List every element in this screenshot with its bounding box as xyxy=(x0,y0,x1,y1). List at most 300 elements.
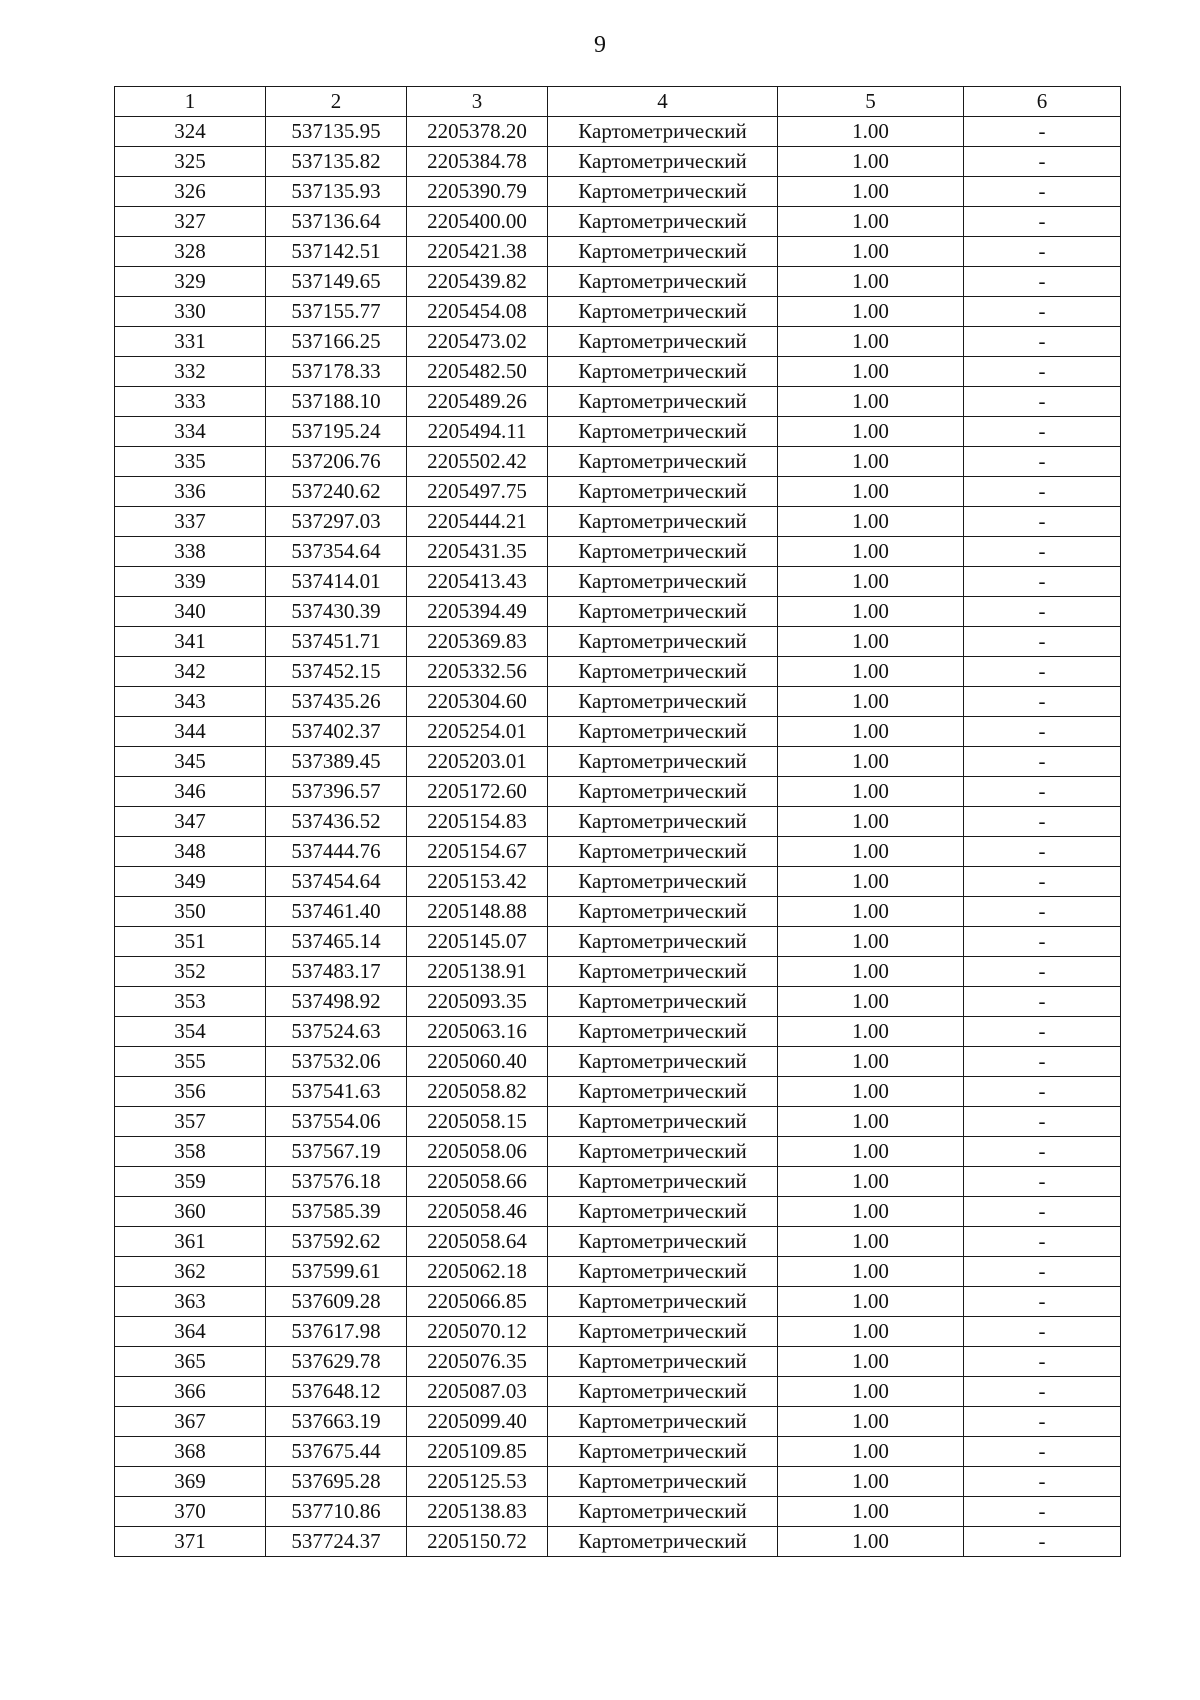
description-cell: - xyxy=(964,147,1121,177)
point-number-cell: 364 xyxy=(115,1317,266,1347)
x-coordinate-cell: 537592.62 xyxy=(266,1227,407,1257)
accuracy-cell: 1.00 xyxy=(778,267,964,297)
table-row xyxy=(115,1407,1121,1437)
table-row xyxy=(115,237,1121,267)
table-row xyxy=(115,1527,1121,1557)
description-cell: - xyxy=(964,1497,1121,1527)
y-coordinate-cell: 2205482.50 xyxy=(407,357,548,387)
accuracy-cell: 1.00 xyxy=(778,207,964,237)
description-cell: - xyxy=(964,1317,1121,1347)
accuracy-cell: 1.00 xyxy=(778,1437,964,1467)
table-row xyxy=(115,447,1121,477)
method-cell: Картометрический xyxy=(548,1137,778,1167)
accuracy-cell: 1.00 xyxy=(778,687,964,717)
description-cell: - xyxy=(964,1287,1121,1317)
page-number: 9 xyxy=(594,32,606,58)
point-number-cell: 360 xyxy=(115,1197,266,1227)
x-coordinate-cell: 537724.37 xyxy=(266,1527,407,1557)
table-row xyxy=(115,1377,1121,1407)
accuracy-cell: 1.00 xyxy=(778,1047,964,1077)
x-coordinate-cell: 537240.62 xyxy=(266,477,407,507)
point-number-cell: 355 xyxy=(115,1047,266,1077)
accuracy-cell: 1.00 xyxy=(778,1287,964,1317)
y-coordinate-cell: 2205076.35 xyxy=(407,1347,548,1377)
point-number-cell: 336 xyxy=(115,477,266,507)
method-cell: Картометрический xyxy=(548,537,778,567)
x-coordinate-cell: 537576.18 xyxy=(266,1167,407,1197)
method-cell: Картометрический xyxy=(548,927,778,957)
description-cell: - xyxy=(964,1407,1121,1437)
x-coordinate-cell: 537136.64 xyxy=(266,207,407,237)
description-cell: - xyxy=(964,1377,1121,1407)
description-cell: - xyxy=(964,1017,1121,1047)
x-coordinate-cell: 537396.57 xyxy=(266,777,407,807)
method-cell: Картометрический xyxy=(548,657,778,687)
method-cell: Картометрический xyxy=(548,1257,778,1287)
x-coordinate-cell: 537567.19 xyxy=(266,1137,407,1167)
accuracy-cell: 1.00 xyxy=(778,237,964,267)
method-cell: Картометрический xyxy=(548,387,778,417)
accuracy-cell: 1.00 xyxy=(778,1257,964,1287)
accuracy-cell: 1.00 xyxy=(778,837,964,867)
description-cell: - xyxy=(964,1467,1121,1497)
point-number-cell: 354 xyxy=(115,1017,266,1047)
description-cell: - xyxy=(964,507,1121,537)
table-row xyxy=(115,177,1121,207)
point-number-cell: 363 xyxy=(115,1287,266,1317)
table-row xyxy=(115,597,1121,627)
description-cell: - xyxy=(964,1047,1121,1077)
accuracy-cell: 1.00 xyxy=(778,597,964,627)
accuracy-cell: 1.00 xyxy=(778,897,964,927)
method-cell: Картометрический xyxy=(548,807,778,837)
accuracy-cell: 1.00 xyxy=(778,927,964,957)
accuracy-cell: 1.00 xyxy=(778,807,964,837)
method-cell: Картометрический xyxy=(548,1167,778,1197)
accuracy-cell: 1.00 xyxy=(778,1527,964,1557)
y-coordinate-cell: 2205431.35 xyxy=(407,537,548,567)
table-row xyxy=(115,1167,1121,1197)
method-cell: Картометрический xyxy=(548,507,778,537)
accuracy-cell: 1.00 xyxy=(778,957,964,987)
y-coordinate-cell: 2205444.21 xyxy=(407,507,548,537)
table-row xyxy=(115,507,1121,537)
description-cell: - xyxy=(964,1167,1121,1197)
x-coordinate-cell: 537135.95 xyxy=(266,117,407,147)
accuracy-cell: 1.00 xyxy=(778,747,964,777)
x-coordinate-cell: 537617.98 xyxy=(266,1317,407,1347)
method-cell: Картометрический xyxy=(548,1497,778,1527)
point-number-cell: 335 xyxy=(115,447,266,477)
x-coordinate-cell: 537188.10 xyxy=(266,387,407,417)
y-coordinate-cell: 2205093.35 xyxy=(407,987,548,1017)
x-coordinate-cell: 537609.28 xyxy=(266,1287,407,1317)
table-row xyxy=(115,1107,1121,1137)
table-row xyxy=(115,957,1121,987)
x-coordinate-cell: 537402.37 xyxy=(266,717,407,747)
table-row xyxy=(115,1467,1121,1497)
accuracy-cell: 1.00 xyxy=(778,987,964,1017)
method-cell: Картометрический xyxy=(548,267,778,297)
y-coordinate-cell: 2205369.83 xyxy=(407,627,548,657)
x-coordinate-cell: 537524.63 xyxy=(266,1017,407,1047)
accuracy-cell: 1.00 xyxy=(778,1167,964,1197)
y-coordinate-cell: 2205473.02 xyxy=(407,327,548,357)
table-row xyxy=(115,897,1121,927)
y-coordinate-cell: 2205058.64 xyxy=(407,1227,548,1257)
description-cell: - xyxy=(964,357,1121,387)
method-cell: Картометрический xyxy=(548,207,778,237)
accuracy-cell: 1.00 xyxy=(778,417,964,447)
x-coordinate-cell: 537629.78 xyxy=(266,1347,407,1377)
accuracy-cell: 1.00 xyxy=(778,1467,964,1497)
description-cell: - xyxy=(964,567,1121,597)
method-cell: Картометрический xyxy=(548,1437,778,1467)
description-cell: - xyxy=(964,267,1121,297)
y-coordinate-cell: 2205109.85 xyxy=(407,1437,548,1467)
point-number-cell: 351 xyxy=(115,927,266,957)
description-cell: - xyxy=(964,117,1121,147)
x-coordinate-cell: 537149.65 xyxy=(266,267,407,297)
header-cell-2: 2 xyxy=(266,87,407,117)
accuracy-cell: 1.00 xyxy=(778,477,964,507)
point-number-cell: 345 xyxy=(115,747,266,777)
accuracy-cell: 1.00 xyxy=(778,1347,964,1377)
description-cell: - xyxy=(964,1197,1121,1227)
method-cell: Картометрический xyxy=(548,957,778,987)
point-number-cell: 342 xyxy=(115,657,266,687)
x-coordinate-cell: 537648.12 xyxy=(266,1377,407,1407)
table-row xyxy=(115,537,1121,567)
table-row xyxy=(115,1257,1121,1287)
description-cell: - xyxy=(964,657,1121,687)
method-cell: Картометрический xyxy=(548,597,778,627)
point-number-cell: 356 xyxy=(115,1077,266,1107)
description-cell: - xyxy=(964,927,1121,957)
accuracy-cell: 1.00 xyxy=(778,1497,964,1527)
x-coordinate-cell: 537206.76 xyxy=(266,447,407,477)
table-row xyxy=(115,297,1121,327)
table-row xyxy=(115,777,1121,807)
description-cell: - xyxy=(964,837,1121,867)
x-coordinate-cell: 537452.15 xyxy=(266,657,407,687)
point-number-cell: 324 xyxy=(115,117,266,147)
y-coordinate-cell: 2205125.53 xyxy=(407,1467,548,1497)
x-coordinate-cell: 537354.64 xyxy=(266,537,407,567)
table-row xyxy=(115,117,1121,147)
table-row xyxy=(115,1227,1121,1257)
method-cell: Картометрический xyxy=(548,987,778,1017)
table-header xyxy=(115,87,1121,117)
y-coordinate-cell: 2205413.43 xyxy=(407,567,548,597)
point-number-cell: 366 xyxy=(115,1377,266,1407)
point-number-cell: 350 xyxy=(115,897,266,927)
x-coordinate-cell: 537454.64 xyxy=(266,867,407,897)
method-cell: Картометрический xyxy=(548,1377,778,1407)
method-cell: Картометрический xyxy=(548,1407,778,1437)
x-coordinate-cell: 537554.06 xyxy=(266,1107,407,1137)
y-coordinate-cell: 2205150.72 xyxy=(407,1527,548,1557)
description-cell: - xyxy=(964,1257,1121,1287)
y-coordinate-cell: 2205145.07 xyxy=(407,927,548,957)
x-coordinate-cell: 537436.52 xyxy=(266,807,407,837)
y-coordinate-cell: 2205439.82 xyxy=(407,267,548,297)
accuracy-cell: 1.00 xyxy=(778,1407,964,1437)
table-row xyxy=(115,1347,1121,1377)
point-number-cell: 326 xyxy=(115,177,266,207)
point-number-cell: 340 xyxy=(115,597,266,627)
point-number-cell: 332 xyxy=(115,357,266,387)
method-cell: Картометрический xyxy=(548,417,778,447)
description-cell: - xyxy=(964,207,1121,237)
point-number-cell: 370 xyxy=(115,1497,266,1527)
table-row xyxy=(115,1437,1121,1467)
y-coordinate-cell: 2205489.26 xyxy=(407,387,548,417)
header-cell-5: 5 xyxy=(778,87,964,117)
accuracy-cell: 1.00 xyxy=(778,1017,964,1047)
description-cell: - xyxy=(964,1137,1121,1167)
coordinates-table xyxy=(114,86,1121,1557)
description-cell: - xyxy=(964,777,1121,807)
table-row xyxy=(115,147,1121,177)
accuracy-cell: 1.00 xyxy=(778,657,964,687)
y-coordinate-cell: 2205400.00 xyxy=(407,207,548,237)
y-coordinate-cell: 2205058.82 xyxy=(407,1077,548,1107)
table-row xyxy=(115,1017,1121,1047)
point-number-cell: 348 xyxy=(115,837,266,867)
method-cell: Картометрический xyxy=(548,477,778,507)
x-coordinate-cell: 537483.17 xyxy=(266,957,407,987)
accuracy-cell: 1.00 xyxy=(778,567,964,597)
x-coordinate-cell: 537541.63 xyxy=(266,1077,407,1107)
y-coordinate-cell: 2205058.15 xyxy=(407,1107,548,1137)
description-cell: - xyxy=(964,1077,1121,1107)
description-cell: - xyxy=(964,1347,1121,1377)
method-cell: Картометрический xyxy=(548,447,778,477)
description-cell: - xyxy=(964,987,1121,1017)
point-number-cell: 365 xyxy=(115,1347,266,1377)
point-number-cell: 359 xyxy=(115,1167,266,1197)
table-row xyxy=(115,987,1121,1017)
y-coordinate-cell: 2205154.67 xyxy=(407,837,548,867)
x-coordinate-cell: 537430.39 xyxy=(266,597,407,627)
table-row xyxy=(115,207,1121,237)
method-cell: Картометрический xyxy=(548,117,778,147)
point-number-cell: 367 xyxy=(115,1407,266,1437)
method-cell: Картометрический xyxy=(548,567,778,597)
description-cell: - xyxy=(964,537,1121,567)
method-cell: Картометрический xyxy=(548,1017,778,1047)
y-coordinate-cell: 2205454.08 xyxy=(407,297,548,327)
x-coordinate-cell: 537297.03 xyxy=(266,507,407,537)
accuracy-cell: 1.00 xyxy=(778,147,964,177)
method-cell: Картометрический xyxy=(548,1107,778,1137)
x-coordinate-cell: 537166.25 xyxy=(266,327,407,357)
accuracy-cell: 1.00 xyxy=(778,777,964,807)
method-cell: Картометрический xyxy=(548,297,778,327)
x-coordinate-cell: 537178.33 xyxy=(266,357,407,387)
y-coordinate-cell: 2205138.83 xyxy=(407,1497,548,1527)
point-number-cell: 338 xyxy=(115,537,266,567)
y-coordinate-cell: 2205154.83 xyxy=(407,807,548,837)
accuracy-cell: 1.00 xyxy=(778,1377,964,1407)
point-number-cell: 337 xyxy=(115,507,266,537)
description-cell: - xyxy=(964,1527,1121,1557)
x-coordinate-cell: 537135.82 xyxy=(266,147,407,177)
method-cell: Картометрический xyxy=(548,147,778,177)
y-coordinate-cell: 2205138.91 xyxy=(407,957,548,987)
point-number-cell: 327 xyxy=(115,207,266,237)
x-coordinate-cell: 537599.61 xyxy=(266,1257,407,1287)
accuracy-cell: 1.00 xyxy=(778,117,964,147)
description-cell: - xyxy=(964,417,1121,447)
description-cell: - xyxy=(964,747,1121,777)
y-coordinate-cell: 2205203.01 xyxy=(407,747,548,777)
x-coordinate-cell: 537435.26 xyxy=(266,687,407,717)
y-coordinate-cell: 2205394.49 xyxy=(407,597,548,627)
point-number-cell: 339 xyxy=(115,567,266,597)
header-row xyxy=(115,87,1121,117)
x-coordinate-cell: 537461.40 xyxy=(266,897,407,927)
accuracy-cell: 1.00 xyxy=(778,1107,964,1137)
header-cell-3: 3 xyxy=(407,87,548,117)
y-coordinate-cell: 2205153.42 xyxy=(407,867,548,897)
y-coordinate-cell: 2205384.78 xyxy=(407,147,548,177)
description-cell: - xyxy=(964,597,1121,627)
method-cell: Картометрический xyxy=(548,837,778,867)
table-row xyxy=(115,927,1121,957)
description-cell: - xyxy=(964,867,1121,897)
accuracy-cell: 1.00 xyxy=(778,537,964,567)
point-number-cell: 328 xyxy=(115,237,266,267)
accuracy-cell: 1.00 xyxy=(778,177,964,207)
description-cell: - xyxy=(964,1107,1121,1137)
y-coordinate-cell: 2205062.18 xyxy=(407,1257,548,1287)
table-row xyxy=(115,627,1121,657)
table-row xyxy=(115,327,1121,357)
table-row xyxy=(115,867,1121,897)
y-coordinate-cell: 2205494.11 xyxy=(407,417,548,447)
accuracy-cell: 1.00 xyxy=(778,507,964,537)
point-number-cell: 357 xyxy=(115,1107,266,1137)
y-coordinate-cell: 2205332.56 xyxy=(407,657,548,687)
accuracy-cell: 1.00 xyxy=(778,1137,964,1167)
x-coordinate-cell: 537710.86 xyxy=(266,1497,407,1527)
header-cell-6: 6 xyxy=(964,87,1121,117)
accuracy-cell: 1.00 xyxy=(778,357,964,387)
method-cell: Картометрический xyxy=(548,687,778,717)
x-coordinate-cell: 537444.76 xyxy=(266,837,407,867)
method-cell: Картометрический xyxy=(548,1467,778,1497)
table-row xyxy=(115,567,1121,597)
description-cell: - xyxy=(964,387,1121,417)
accuracy-cell: 1.00 xyxy=(778,627,964,657)
accuracy-cell: 1.00 xyxy=(778,1077,964,1107)
table-row xyxy=(115,1317,1121,1347)
table-row xyxy=(115,1047,1121,1077)
method-cell: Картометрический xyxy=(548,717,778,747)
y-coordinate-cell: 2205058.46 xyxy=(407,1197,548,1227)
accuracy-cell: 1.00 xyxy=(778,387,964,417)
point-number-cell: 353 xyxy=(115,987,266,1017)
point-number-cell: 368 xyxy=(115,1437,266,1467)
accuracy-cell: 1.00 xyxy=(778,447,964,477)
method-cell: Картометрический xyxy=(548,357,778,387)
y-coordinate-cell: 2205070.12 xyxy=(407,1317,548,1347)
table-row xyxy=(115,717,1121,747)
y-coordinate-cell: 2205502.42 xyxy=(407,447,548,477)
y-coordinate-cell: 2205063.16 xyxy=(407,1017,548,1047)
y-coordinate-cell: 2205148.88 xyxy=(407,897,548,927)
x-coordinate-cell: 537389.45 xyxy=(266,747,407,777)
description-cell: - xyxy=(964,957,1121,987)
method-cell: Картометрический xyxy=(548,177,778,207)
y-coordinate-cell: 2205060.40 xyxy=(407,1047,548,1077)
x-coordinate-cell: 537675.44 xyxy=(266,1437,407,1467)
y-coordinate-cell: 2205390.79 xyxy=(407,177,548,207)
accuracy-cell: 1.00 xyxy=(778,327,964,357)
table-row xyxy=(115,687,1121,717)
method-cell: Картометрический xyxy=(548,747,778,777)
x-coordinate-cell: 537155.77 xyxy=(266,297,407,327)
point-number-cell: 331 xyxy=(115,327,266,357)
header-cell-1: 1 xyxy=(115,87,266,117)
table-row xyxy=(115,1197,1121,1227)
description-cell: - xyxy=(964,447,1121,477)
description-cell: - xyxy=(964,717,1121,747)
accuracy-cell: 1.00 xyxy=(778,717,964,747)
table-row xyxy=(115,657,1121,687)
point-number-cell: 349 xyxy=(115,867,266,897)
accuracy-cell: 1.00 xyxy=(778,1197,964,1227)
accuracy-cell: 1.00 xyxy=(778,297,964,327)
table-body xyxy=(115,117,1121,1557)
description-cell: - xyxy=(964,807,1121,837)
table-row xyxy=(115,477,1121,507)
table-row xyxy=(115,357,1121,387)
point-number-cell: 358 xyxy=(115,1137,266,1167)
y-coordinate-cell: 2205497.75 xyxy=(407,477,548,507)
description-cell: - xyxy=(964,897,1121,927)
x-coordinate-cell: 537663.19 xyxy=(266,1407,407,1437)
x-coordinate-cell: 537532.06 xyxy=(266,1047,407,1077)
point-number-cell: 344 xyxy=(115,717,266,747)
point-number-cell: 329 xyxy=(115,267,266,297)
y-coordinate-cell: 2205058.66 xyxy=(407,1167,548,1197)
method-cell: Картометрический xyxy=(548,1197,778,1227)
accuracy-cell: 1.00 xyxy=(778,1227,964,1257)
y-coordinate-cell: 2205058.06 xyxy=(407,1137,548,1167)
description-cell: - xyxy=(964,477,1121,507)
description-cell: - xyxy=(964,627,1121,657)
description-cell: - xyxy=(964,177,1121,207)
table-row xyxy=(115,267,1121,297)
point-number-cell: 346 xyxy=(115,777,266,807)
description-cell: - xyxy=(964,1227,1121,1257)
table-row xyxy=(115,837,1121,867)
description-cell: - xyxy=(964,237,1121,267)
point-number-cell: 334 xyxy=(115,417,266,447)
table-row xyxy=(115,1077,1121,1107)
table-row xyxy=(115,807,1121,837)
description-cell: - xyxy=(964,327,1121,357)
y-coordinate-cell: 2205099.40 xyxy=(407,1407,548,1437)
method-cell: Картометрический xyxy=(548,1347,778,1377)
point-number-cell: 341 xyxy=(115,627,266,657)
point-number-cell: 371 xyxy=(115,1527,266,1557)
point-number-cell: 361 xyxy=(115,1227,266,1257)
y-coordinate-cell: 2205254.01 xyxy=(407,717,548,747)
